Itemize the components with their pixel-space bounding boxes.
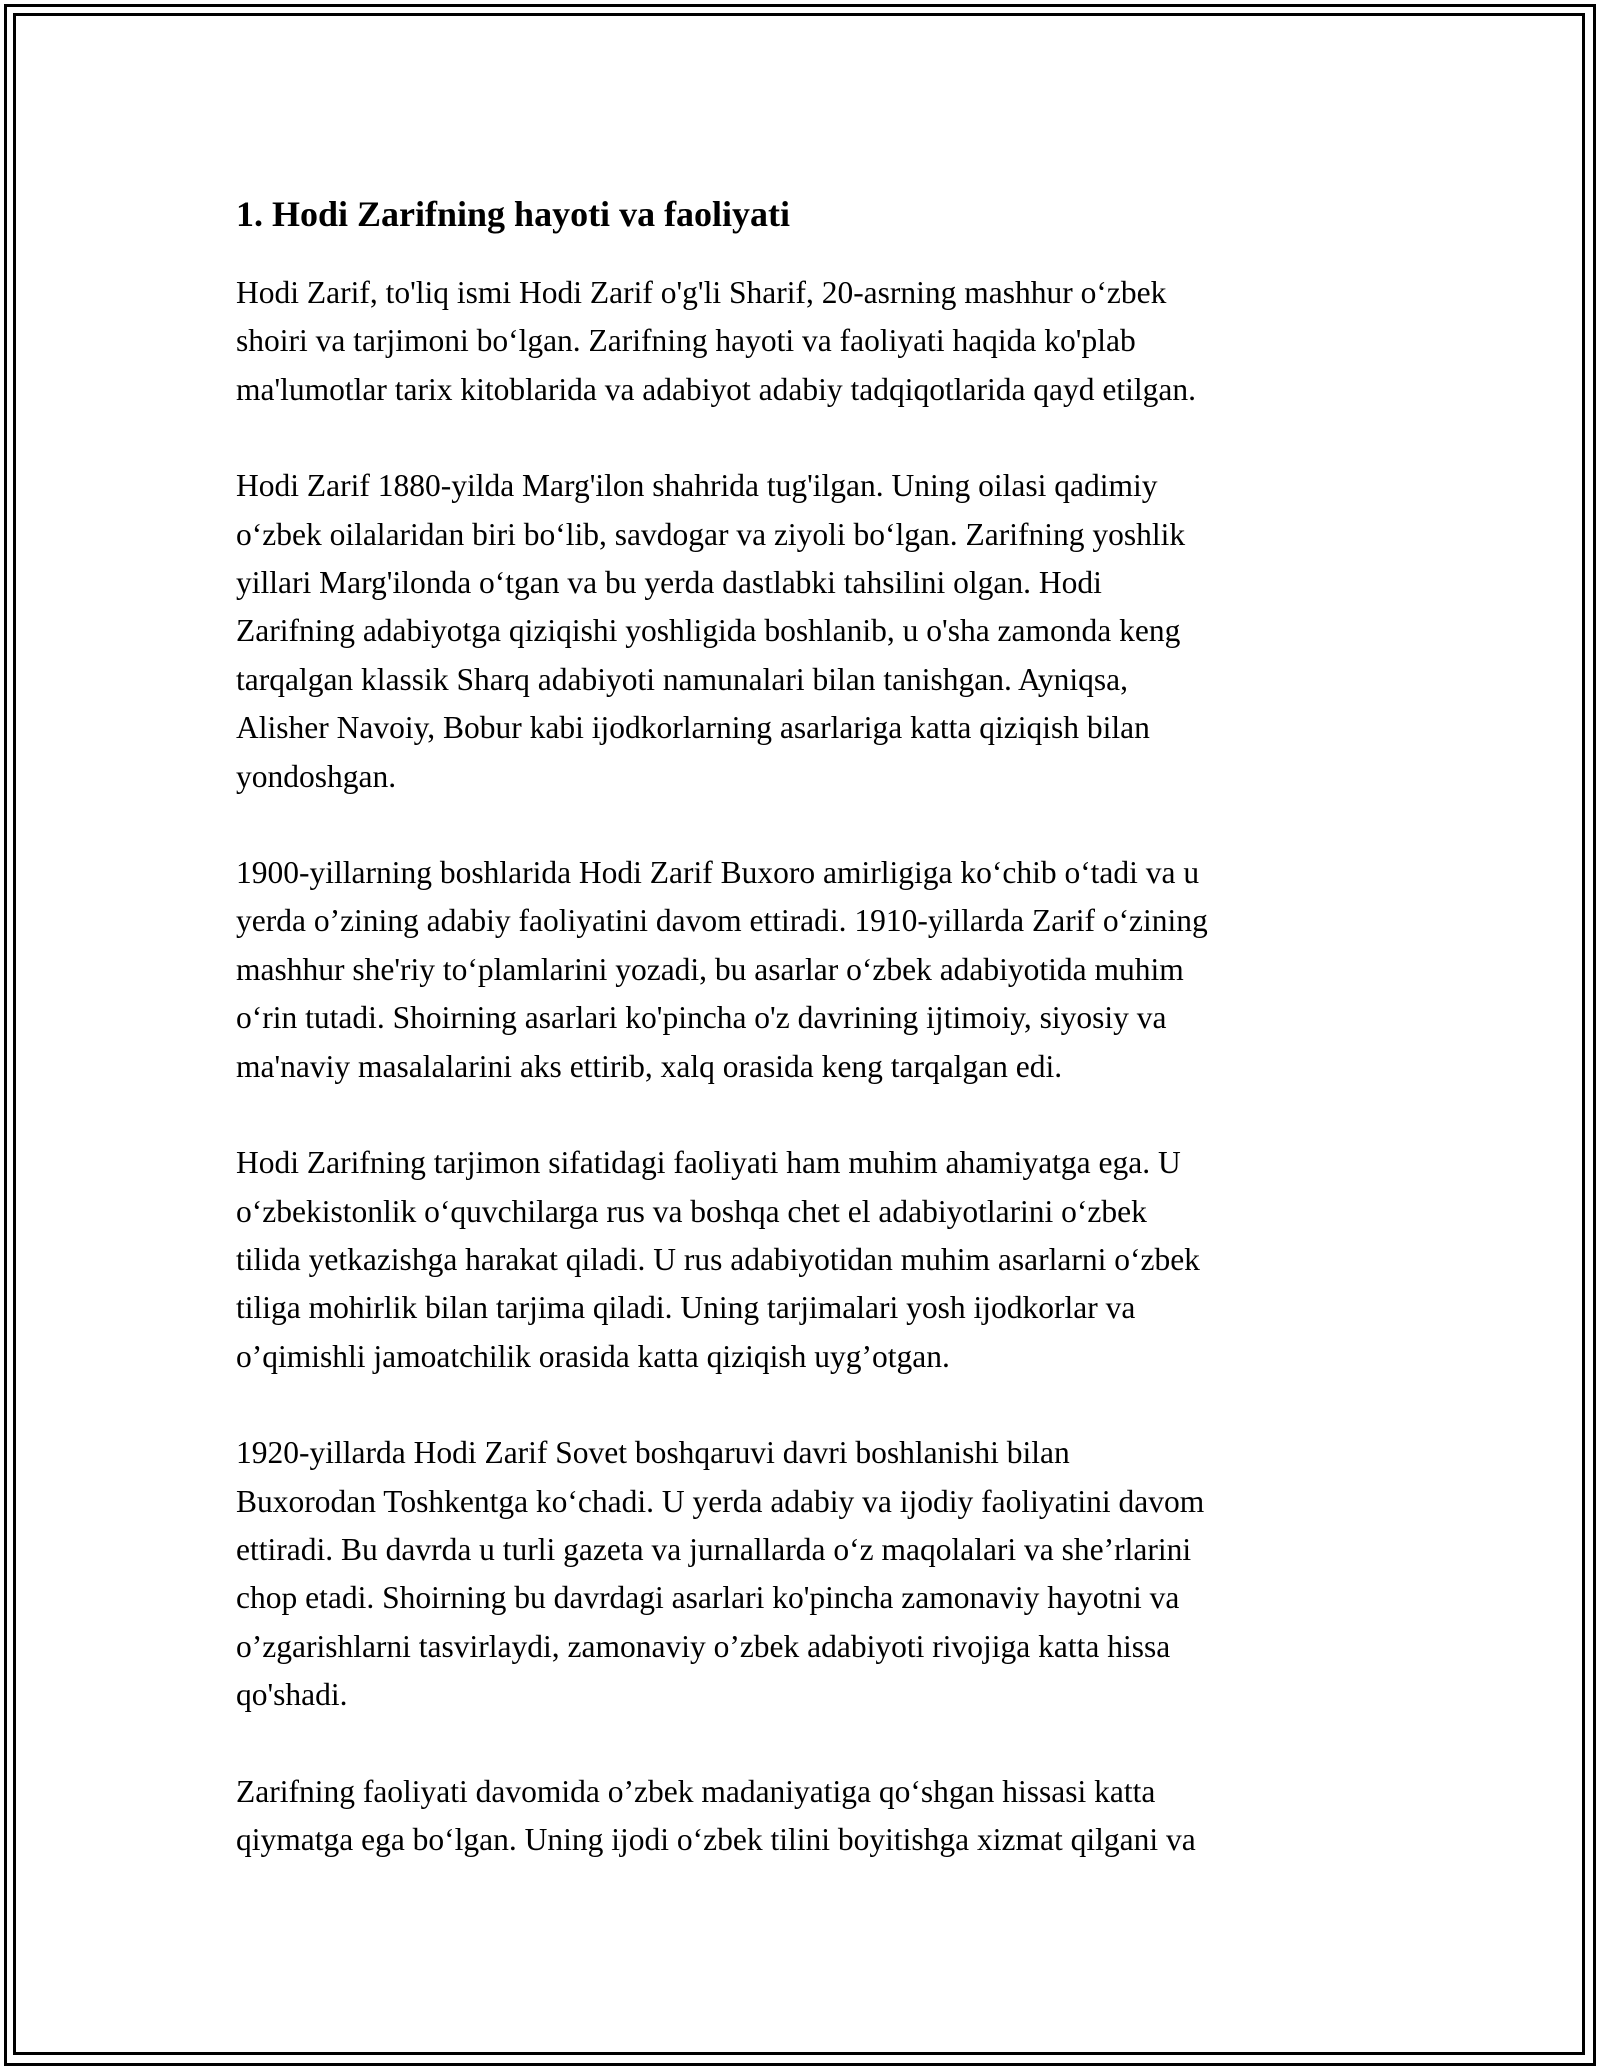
text-line: yerda o’zining adabiy faoliyatini davom ettiradi. 1910-yillarda Zarif o‘zining — [236, 903, 1208, 939]
text-line: Alisher Navoiy, Bobur kabi ijodkorlarning asarlariga katta qiziqish bilan — [236, 710, 1150, 746]
text-line: tilida yetkazishga harakat qiladi. U rus adabiyotidan muhim asarlarni o‘zbek — [236, 1241, 1200, 1277]
text-line: o‘zbek oilalaridan biri bo‘lib, savdogar va ziyoli bo‘lgan. Zarifning yoshlik — [236, 516, 1186, 552]
text-line: ma'lumotlar tarix kitoblarida va adabiyot adabiy tadqiqotlarida qayd etilgan. — [236, 371, 1196, 407]
text-line: ettiradi. Bu davrda u turli gazeta va jurnallarda o‘z maqolalari va she’rlarini — [236, 1531, 1192, 1567]
text-line: o’qimishli jamoatchilik orasida katta qiziqish uyg’otgan. — [236, 1338, 950, 1374]
text-line: Zarifning adabiyotga qiziqishi yoshligida boshlanib, u o'sha zamonda keng — [236, 613, 1181, 649]
text-line: shoiri va tarjimoni bo‘lgan. Zarifning hayoti va faoliyati haqida ko'plab — [236, 323, 1136, 359]
text-line: 1920-yillarda Hodi Zarif Sovet boshqaruvi davri boshlanishi bilan — [236, 1435, 1070, 1471]
text-line: Zarifning faoliyati davomida o’zbek madaniyatiga qo‘shgan hissasi katta — [236, 1773, 1156, 1809]
text-line: yillari Marg'ilonda o‘tgan va bu yerda dastlabki tahsilini olgan. Hodi — [236, 565, 1102, 601]
paragraph-1 — [236, 269, 1376, 414]
paragraph-4 — [236, 1139, 1376, 1381]
paragraph-2 — [236, 462, 1376, 801]
section-heading: 1. Hodi Zarifning hayoti va faoliyati — [236, 194, 791, 234]
text-line: tiliga mohirlik bilan tarjima qiladi. Uning tarjimalari yosh ijodkorlar va — [236, 1290, 1136, 1326]
text-line: Hodi Zarif 1880-yilda Marg'ilon shahrida tug'ilgan. Uning oilasi qadimiy — [236, 468, 1158, 504]
text-line: Hodi Zarifning tarjimon sifatidagi faoliyati ham muhim ahamiyatga ega. U — [236, 1145, 1181, 1181]
text-line: o’zgarishlarni tasvirlaydi, zamonaviy o’zbek adabiyoti rivojiga katta hissa — [236, 1628, 1171, 1664]
text-line: mashhur she'riy to‘plamlarini yozadi, bu asarlar o‘zbek adabiyotida muhim — [236, 951, 1184, 987]
text-line: Hodi Zarif, to'liq ismi Hodi Zarif o'g'li Sharif, 20-asrning mashhur o‘zbek — [236, 275, 1167, 310]
text-line: o‘rin tutadi. Shoirning asarlari ko'pincha o'z davrining ijtimoiy, siyosiy va — [236, 1000, 1167, 1036]
paragraph-5 — [236, 1429, 1376, 1719]
text-line: qo'shadi. — [236, 1677, 348, 1713]
text-line: o‘zbekistonlik o‘quvchilarga rus va boshqa chet el adabiyotlarini o‘zbek — [236, 1193, 1147, 1229]
paragraph-6 — [236, 1768, 1376, 1865]
text-line: Buxorodan Toshkentga ko‘chadi. U yerda adabiy va ijodiy faoliyatini davom — [236, 1483, 1205, 1519]
text-line: tarqalgan klassik Sharq adabiyoti namunalari bilan tanishgan. Ayniqsa, — [236, 661, 1129, 697]
text-line: ma'naviy masalalarini aks ettirib, xalq orasida keng tarqalgan edi. — [236, 1048, 1063, 1084]
document-body — [236, 185, 1376, 1912]
text-line: 1900-yillarning boshlarida Hodi Zarif Buxoro amirligiga ko‘chib o‘tadi va u — [236, 855, 1200, 891]
text-line: qiymatga ega bo‘lgan. Uning ijodi o‘zbek tilini boyitishga xizmat qilgani va — [236, 1821, 1196, 1857]
text-line: chop etadi. Shoirning bu davrdagi asarlari ko'pincha zamonaviy hayotni va — [236, 1580, 1180, 1616]
text-line: yondoshgan. — [236, 758, 397, 794]
paragraph-3 — [236, 849, 1376, 1091]
